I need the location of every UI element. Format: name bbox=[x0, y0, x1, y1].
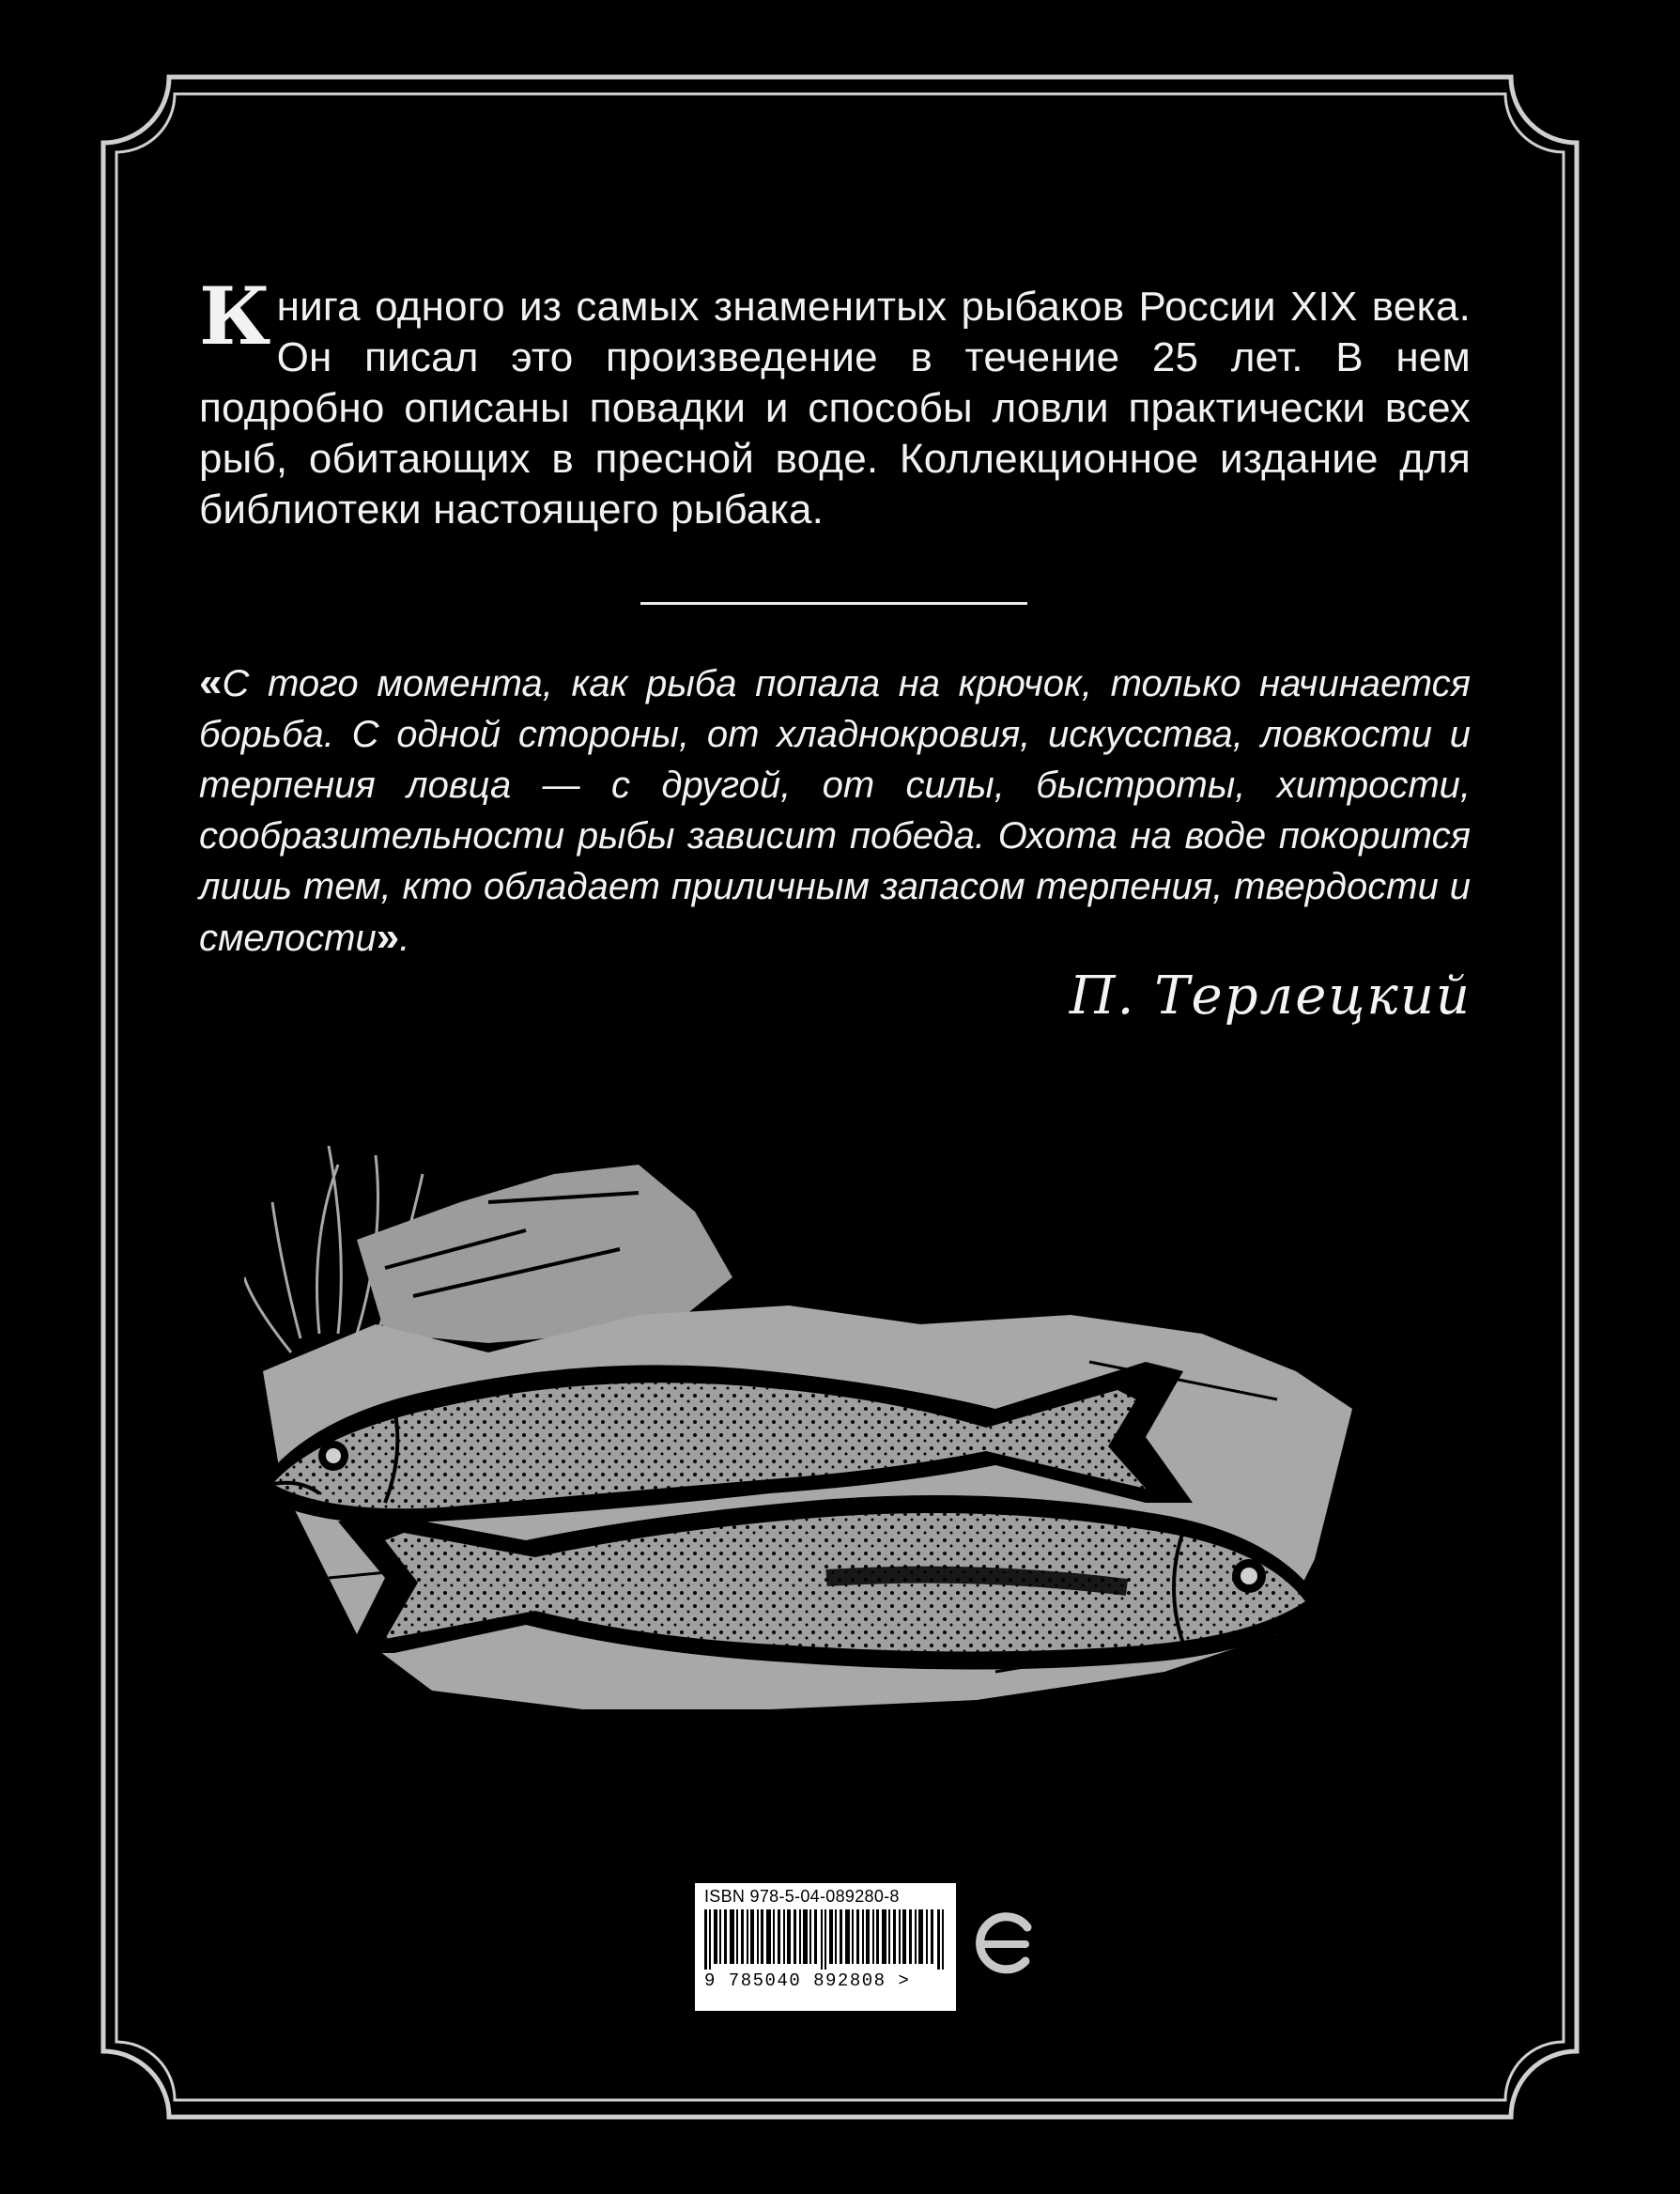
divider bbox=[640, 602, 1027, 605]
drop-cap: К bbox=[199, 270, 271, 363]
author-signature: П. Терлецкий bbox=[1069, 966, 1472, 1027]
quote-open-mark: « bbox=[199, 659, 223, 705]
book-annotation bbox=[199, 270, 1471, 535]
fish-illustration bbox=[244, 1089, 1446, 1766]
quote-text: С того момента, как рыба попала на крючок, только начинается борьба. С одной стороны, от хладнокровия, искусства, ловкости и терпения ловца — с другой, от силы, быстроты, хитрости, сообразительности рыбы зависит победа. Охота на воде покорится лишь тем, кто обладает приличным запасом терпения, твердости и смелости bbox=[199, 663, 1471, 959]
isbn-label: ISBN 978-5-04-089280-8 bbox=[704, 1887, 900, 1906]
annotation-text: нига одного из самых знаменитых рыбаков России XIX века. Он писал это произведение в течение 25 лет. В нем подробно описаны повадки и способы ловли практически всех рыб, обитающих в пресной воде. Коллекционное издание для библиотеки настоящего рыбака. bbox=[199, 284, 1471, 533]
isbn-barcode bbox=[695, 1883, 956, 2011]
quote-end: . bbox=[399, 918, 410, 959]
quote-close-mark: » bbox=[376, 914, 400, 960]
barcode-digits: 9 785040 892808 > bbox=[704, 1970, 911, 1991]
barcode-bars bbox=[704, 1909, 947, 1970]
author-quote bbox=[199, 657, 1471, 964]
eksmo-logo bbox=[973, 1907, 1039, 1982]
